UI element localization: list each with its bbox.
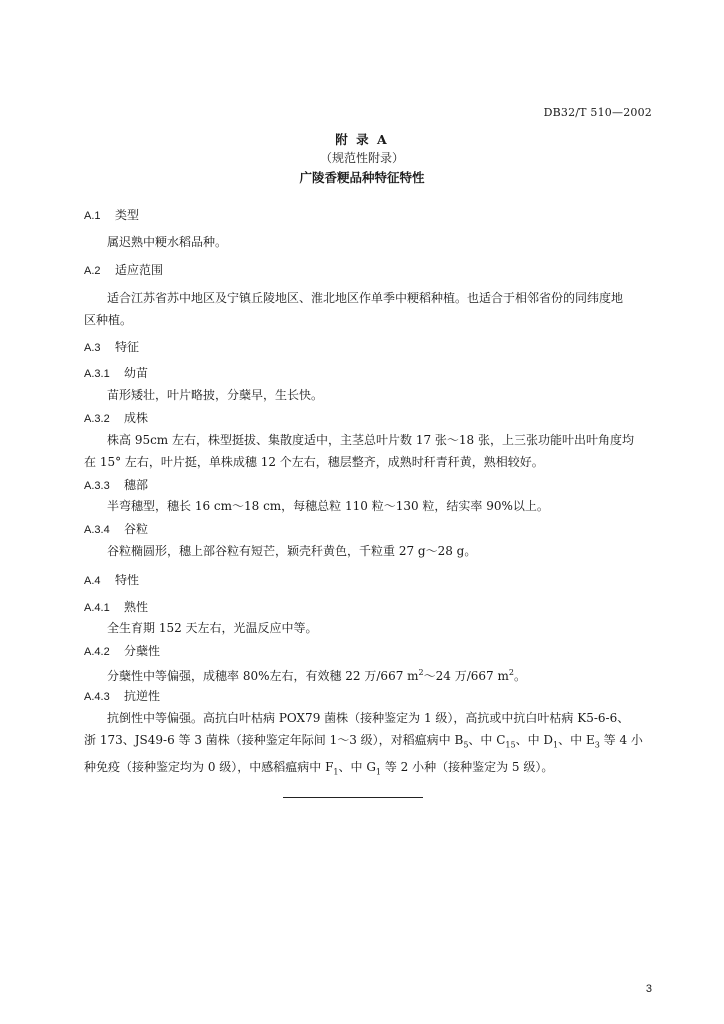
section-text-a34: 谷粒椭圆形，穗上部谷粒有短芒，颖壳秆黄色，千粒重 27 g～28 g。 xyxy=(107,544,477,558)
section-title: 特性 xyxy=(115,573,140,587)
section-number: A.4.2 xyxy=(84,646,110,658)
text-run: 、中 G xyxy=(338,760,376,775)
subscript: 1 xyxy=(333,767,339,777)
section-heading-a41 xyxy=(84,598,148,615)
section-heading-a33 xyxy=(84,476,148,493)
text-line xyxy=(84,729,656,756)
annex-subtitle: （规范性附录） xyxy=(319,151,404,165)
text-run: 种免疫（接种鉴定均为 0 级），中感稻瘟病中 F xyxy=(84,760,334,775)
section-title: 适应范围 xyxy=(115,263,164,277)
text-run: 浙 173、JS49-6 等 3 菌株（接种鉴定年际间 1～3 级），对稻瘟病中 B xyxy=(84,733,464,747)
section-text-a41: 全生育期 152 天左右，光温反应中等。 xyxy=(107,621,318,635)
section-heading-a42 xyxy=(84,642,160,659)
section-heading-a2 xyxy=(84,261,163,278)
section-number: A.4.3 xyxy=(84,691,110,703)
text-run: 等 2 小种（接种鉴定为 5 级）。 xyxy=(381,760,554,775)
superscript: 2 xyxy=(508,668,514,677)
text-line: 株高 95cm 左右，株型挺拔、集散度适中，主茎总叶片数 17 张～18 张，上三张功能叶出叶角度均 xyxy=(107,433,634,447)
section-text-a42 xyxy=(107,662,656,687)
section-heading-a32 xyxy=(84,409,148,426)
text-run: 。 xyxy=(513,669,526,683)
text-line: 抗倒性中等偏强。高抗白叶枯病 POX79 菌株（接种鉴定为 1 级），高抗或中抗白叶枯病 K5-6-6、 xyxy=(107,711,630,725)
section-title: 幼苗 xyxy=(124,366,149,380)
standard-number: DB32/T 510—2002 xyxy=(543,106,652,119)
subscript: 3 xyxy=(594,740,600,750)
section-text-a31: 苗形矮壮，叶片略披，分蘖早，生长快。 xyxy=(107,388,324,402)
text-run: 分蘖性中等偏强，成穗率 80%左右，有效穗 22 万/667 m xyxy=(107,669,419,683)
page-number: 3 xyxy=(645,983,652,995)
section-title: 谷粒 xyxy=(124,522,149,536)
subscript: 5 xyxy=(463,740,469,750)
text-run: 等 4 小 xyxy=(599,733,643,747)
section-number: A.4.1 xyxy=(84,602,110,614)
section-text-a43 xyxy=(84,707,656,784)
section-number: A.2 xyxy=(84,265,101,277)
section-title: 成株 xyxy=(124,411,149,425)
section-heading-a4 xyxy=(84,571,139,588)
section-heading-a3 xyxy=(84,338,139,355)
section-number: A.3.3 xyxy=(84,480,110,492)
text-run: ～24 万/667 m xyxy=(423,669,509,683)
section-number: A.3.4 xyxy=(84,524,110,536)
section-text-a1: 属迟熟中粳水稻品种。 xyxy=(107,235,228,249)
text-run: 、中 D xyxy=(515,733,554,747)
subscript: 15 xyxy=(505,740,516,750)
section-number: A.1 xyxy=(84,210,101,222)
end-rule xyxy=(283,797,423,798)
section-title: 类型 xyxy=(115,208,140,222)
text-line xyxy=(84,756,656,783)
section-title: 抗逆性 xyxy=(124,689,161,703)
text-line: 在 15° 左右，叶片挺，单株成穗 12 个左右，穗层整齐，成熟时秆青秆黄，熟相较好。 xyxy=(84,455,544,469)
section-heading-a1 xyxy=(84,206,139,223)
section-number: A.3.2 xyxy=(84,413,110,425)
text-line: 适合江苏省苏中地区及宁镇丘陵地区、淮北地区作单季中粳稻种植。也适合于相邻省份的同纬度地 xyxy=(107,291,624,305)
text-run: 、中 C xyxy=(468,733,506,747)
section-title: 特征 xyxy=(115,340,140,354)
section-number: A.4 xyxy=(84,575,101,587)
superscript: 2 xyxy=(418,668,424,677)
section-text-a32 xyxy=(84,429,656,473)
section-title: 熟性 xyxy=(124,600,149,614)
section-heading-a31 xyxy=(84,364,148,381)
section-title: 穗部 xyxy=(124,478,149,492)
section-number: A.3 xyxy=(84,342,101,354)
text-run: 、中 E xyxy=(558,733,595,747)
section-title: 分蘖性 xyxy=(124,644,161,658)
text-line: 区种植。 xyxy=(84,313,133,327)
annex-name: 广陵香粳品种特征特性 xyxy=(299,170,425,185)
annex-title: 附 录 A xyxy=(335,132,389,147)
section-text-a2 xyxy=(84,287,656,331)
section-number: A.3.1 xyxy=(84,368,110,380)
section-heading-a43 xyxy=(84,687,160,704)
section-heading-a34 xyxy=(84,520,148,537)
section-text-a33: 半弯穗型，穗长 16 cm～18 cm，每穗总粒 110 粒～130 粒，结实率 90%以上。 xyxy=(107,499,549,513)
subscript: 1 xyxy=(553,740,559,750)
subscript: 1 xyxy=(375,767,381,777)
